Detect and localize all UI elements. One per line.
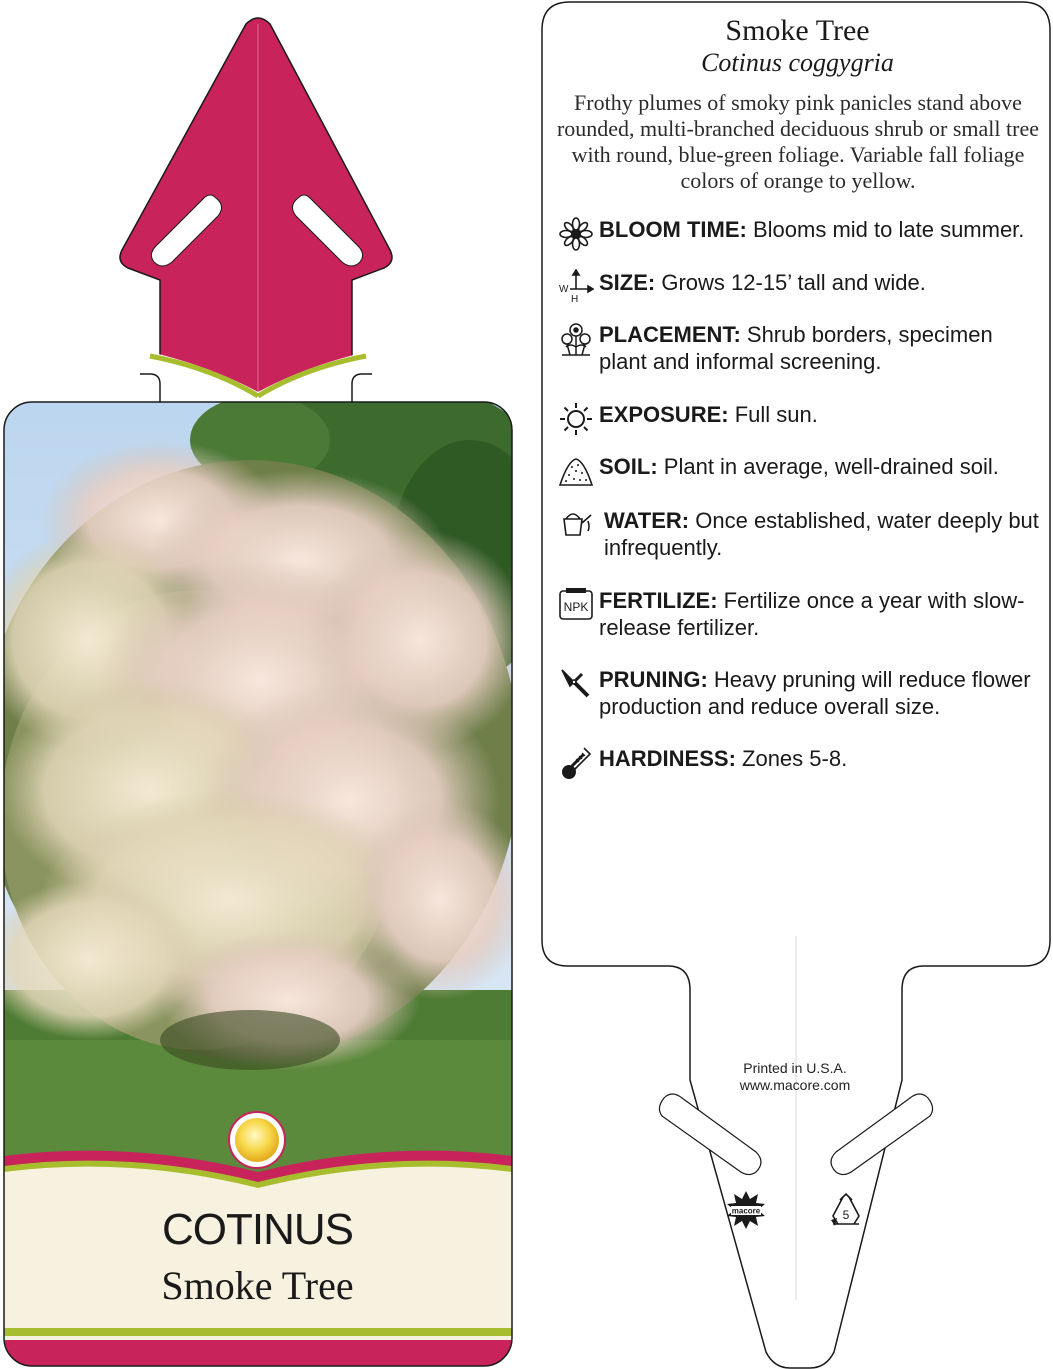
- macore-logo-text: macore: [731, 1206, 761, 1216]
- sun-icon: [558, 401, 594, 437]
- care-text: Grows 12-15’ tall and wide.: [655, 270, 926, 295]
- flower-icon: [558, 216, 594, 252]
- care-text: Fertilize once a year with slow-release fertilizer.: [599, 588, 1025, 640]
- care-text: Plant in average, well-drained soil.: [657, 454, 999, 479]
- soil-icon: [558, 453, 594, 489]
- care-text: Full sun.: [728, 402, 818, 427]
- recycle-number: 5: [842, 1208, 850, 1222]
- thermometer-icon: [558, 745, 594, 781]
- back-description: Frothy plumes of smoky pink panicles stand above rounded, multi-branched deciduous shrub or small tree with round, blue-green foliage. Variable fall foliage colors of orange to yellow.: [556, 90, 1040, 193]
- care-label: PLACEMENT:: [599, 322, 741, 347]
- full-sun-icon: [229, 1112, 285, 1168]
- front-arrow-top: [120, 18, 392, 402]
- care-label: SOIL:: [599, 454, 658, 479]
- pruners-icon: [558, 666, 594, 702]
- back-botanical-name: Cotinus coggygria: [701, 48, 894, 77]
- care-label: SIZE:: [599, 270, 656, 295]
- flower-cluster-icon: [558, 321, 594, 357]
- watering-can-icon: [558, 507, 594, 543]
- care-label: PRUNING:: [599, 667, 708, 692]
- recycle-icon: [828, 1192, 864, 1228]
- printed-info: [690, 1060, 900, 1094]
- care-label: HARDINESS:: [599, 746, 736, 771]
- care-text: Blooms mid to late summer.: [746, 217, 1025, 242]
- care-label: BLOOM TIME:: [599, 217, 747, 242]
- care-text: Zones 5-8.: [735, 746, 848, 771]
- care-text: Once established, water deeply but infrequently.: [604, 508, 1039, 560]
- care-label: EXPOSURE:: [599, 402, 729, 427]
- npk-text: NPK: [563, 600, 589, 614]
- size-icon-w: W: [559, 284, 569, 295]
- care-text: Heavy pruning will reduce flower production and reduce overall size.: [599, 667, 1031, 719]
- printed-line-2: www.macore.com: [739, 1077, 851, 1093]
- front-common-name: Smoke Tree: [161, 1263, 354, 1308]
- care-text: Shrub borders, specimen plant and informal screening.: [599, 322, 993, 374]
- back-common-name: Smoke Tree: [725, 14, 870, 47]
- care-label: FERTILIZE:: [599, 588, 718, 613]
- npk-icon: [558, 587, 594, 623]
- front-bottom-band: [4, 1151, 512, 1369]
- front-genus-title: COTINUS: [162, 1205, 353, 1254]
- size-icon-h: H: [571, 294, 579, 305]
- printed-line-1: Printed in U.S.A.: [743, 1060, 847, 1076]
- size-arrows-icon: [558, 269, 594, 305]
- care-label: WATER:: [604, 508, 690, 533]
- macore-logo-icon: [726, 1190, 766, 1230]
